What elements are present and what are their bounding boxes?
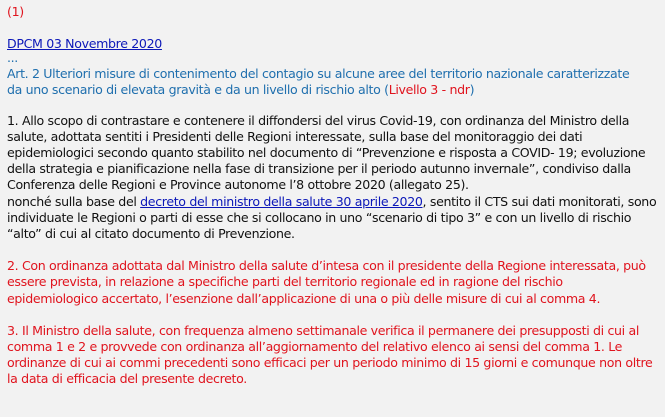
- paragraph-1-text-b-pre: nonché sulla base del: [7, 193, 141, 209]
- paragraph-1: [7, 113, 657, 243]
- decreto-link[interactable]: decreto del ministro della salute 30 aprile 2020: [140, 193, 423, 209]
- article-heading-close: ): [469, 82, 475, 98]
- paragraph-1-text-b-post: , sentito il CTS sui dati monitorati, sono individuate le Regioni o parti di esse che si collocano in uno “scenario di tipo 3” e con un livello di rischio “alto” di cui al citato documento di Prevenzione.: [7, 193, 657, 242]
- paragraph-2: 2. Con ordinanza adottata dal Ministro della salute d’intesa con il presidente della Regione interessata, può essere prevista, in relazione a specifiche parti del territorio regionale ed in ragione del rischio epidemiologico accertato, l’esenzione dall’applicazione di una o più delle misure di cui al comma 4.: [7, 258, 646, 306]
- paragraph-1-text-a: 1. Allo scopo di contrastare e contenere il diffondersi del virus Covid-19, con ordinanza del Ministro della salute, adottata sentiti i Presidenti delle Regioni interessate, sulla base del monitoraggio dei dati epidemiologici secondo quanto stabilito nel documento di “Prevenzione e risposta a COVID- 19; evoluzione della strategia e pianificazione nella fase di transizione per il periodo autunno invernale”, condiviso dalla Conferenza delle Regioni e Province autonome l’8 ottobre 2020 (allegato 25).: [7, 112, 646, 193]
- article-heading-line2: da uno scenario di elevata gravità e da un livello di rischio alto (: [7, 82, 389, 98]
- dpcm-title-link[interactable]: DPCM 03 Novembre 2020: [7, 36, 162, 51]
- article-heading-line1: Art. 2 Ulteriori misure di contenimento del contagio su alcune aree del territorio nazionale caratterizzate: [7, 66, 630, 82]
- spacer: [7, 20, 657, 36]
- level-highlight: Livello 3 - ndr: [388, 82, 470, 98]
- ellipsis: ...: [7, 50, 18, 66]
- footnote-marker: (1): [7, 4, 24, 19]
- paragraph-3: 3. Il Ministro della salute, con frequenza almeno settimanale verifica il permanere dei presupposti di cui al comma 1 e 2 e provvede con ordinanza all’aggiornamento del relativo elenco ai sensi del comma 1. Le ordinanze di cui ai commi precedenti sono efficaci per un periodo minimo di 15 giorni e comunque non oltre la data di efficacia del presente decreto.: [7, 322, 653, 387]
- article-heading: [7, 66, 657, 98]
